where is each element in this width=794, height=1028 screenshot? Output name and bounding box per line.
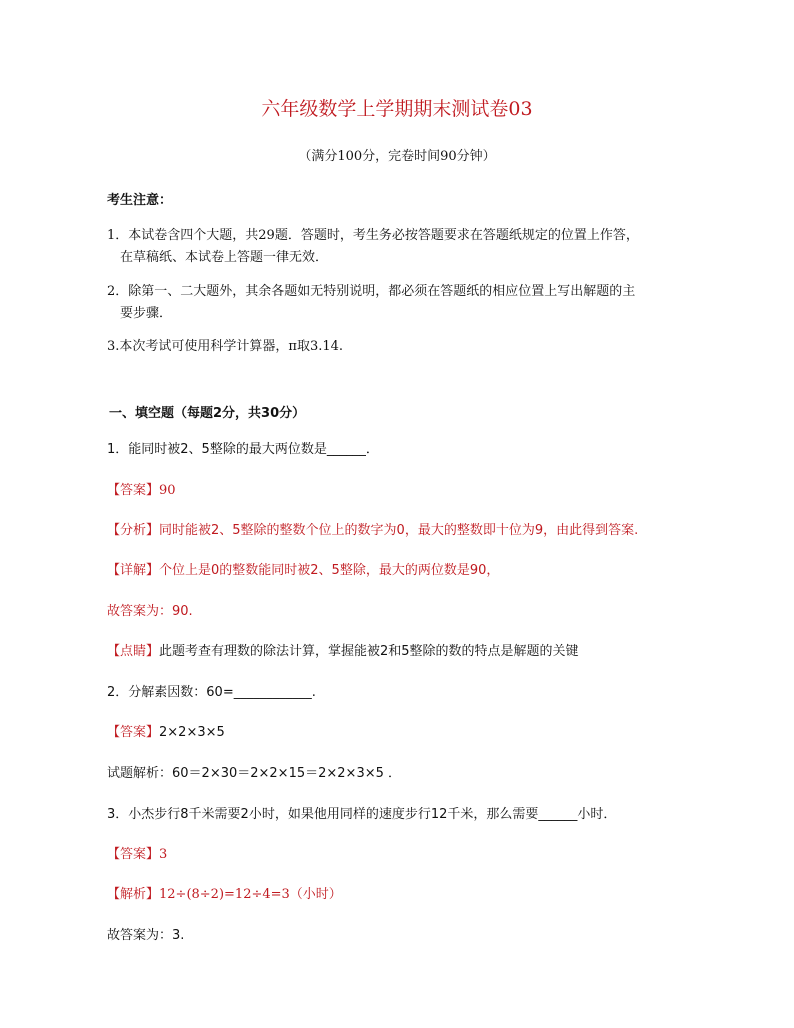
- answer-value: 90: [159, 483, 176, 498]
- answer-value: 3: [159, 847, 168, 862]
- page-title: 六年级数学上学期期末测试卷03: [261, 98, 533, 120]
- section-heading: 一、填空题（每题2分，共30分）: [109, 406, 306, 421]
- question-1-stem: 1．能同时被2、5整除的最大两位数是______．: [107, 442, 379, 457]
- page-subtitle: （满分100分，完卷时间90分钟）: [298, 149, 496, 164]
- analysis-tag: 【分析】: [107, 523, 160, 538]
- comment-tag: 【点睛】: [107, 644, 160, 659]
- q3-analysis: [107, 886, 342, 904]
- comment-text: 此题考查有理数的除法计算，掌握能被2和5整除的数的特点是解题的关键: [159, 644, 579, 659]
- answer-tag: 【答案】: [107, 725, 160, 740]
- question-2-stem: 2．分解素因数：60=____________.: [107, 685, 316, 700]
- notice-heading: 考生注意：: [107, 193, 173, 208]
- answer-tag: 【答案】: [107, 483, 160, 498]
- detail-tag: 【详解】: [107, 563, 160, 578]
- q1-answer: [107, 482, 176, 500]
- q3-answer: [107, 846, 167, 864]
- answer-value: 2×2×3×5: [159, 725, 225, 740]
- question-3-stem: 3．小杰步行8千米需要2小时，如果他用同样的速度步行12千米，那么需要______小时．: [107, 807, 617, 822]
- detail-text: 个位上是0的整数能同时被2、5整除，最大的两位数是90，: [159, 563, 500, 578]
- q1-detail: [107, 562, 499, 580]
- notice-item-2-cont: 要步骤．: [120, 306, 173, 321]
- q3-conclusion: 故答案为：3.: [107, 928, 185, 943]
- notice-item-3: 3.本次考试可使用科学计算器，π取3.14.: [107, 339, 344, 354]
- notice-item-2: 2．除第一、二大题外，其余各题如无特别说明，都必须在答题纸的相应位置上写出解题的主: [107, 284, 636, 299]
- q2-answer: [107, 724, 225, 742]
- analysis-text: 同时能被2、5整除的整数个位上的数字为0，最大的整数即十位为9，由此得到答案.: [159, 523, 639, 538]
- q1-conclusion: 故答案为：90.: [107, 604, 193, 619]
- q2-solution: 试题解析：60＝2×30＝2×2×15＝2×2×3×5 ．: [107, 766, 402, 781]
- notice-item-1-cont: 在草稿纸、本试卷上答题一律无效．: [120, 250, 329, 265]
- answer-tag: 【答案】: [107, 847, 160, 862]
- analysis-text: 12÷(8÷2)=12÷4=3（小时）: [159, 887, 342, 902]
- q1-analysis: [107, 522, 638, 540]
- q1-comment: [107, 643, 579, 661]
- analysis-tag: 【解析】: [107, 887, 160, 902]
- notice-item-1: 1．本试卷含四个大题，共29题．答题时，考生务必按答题要求在答题纸规定的位置上作答，: [107, 228, 639, 243]
